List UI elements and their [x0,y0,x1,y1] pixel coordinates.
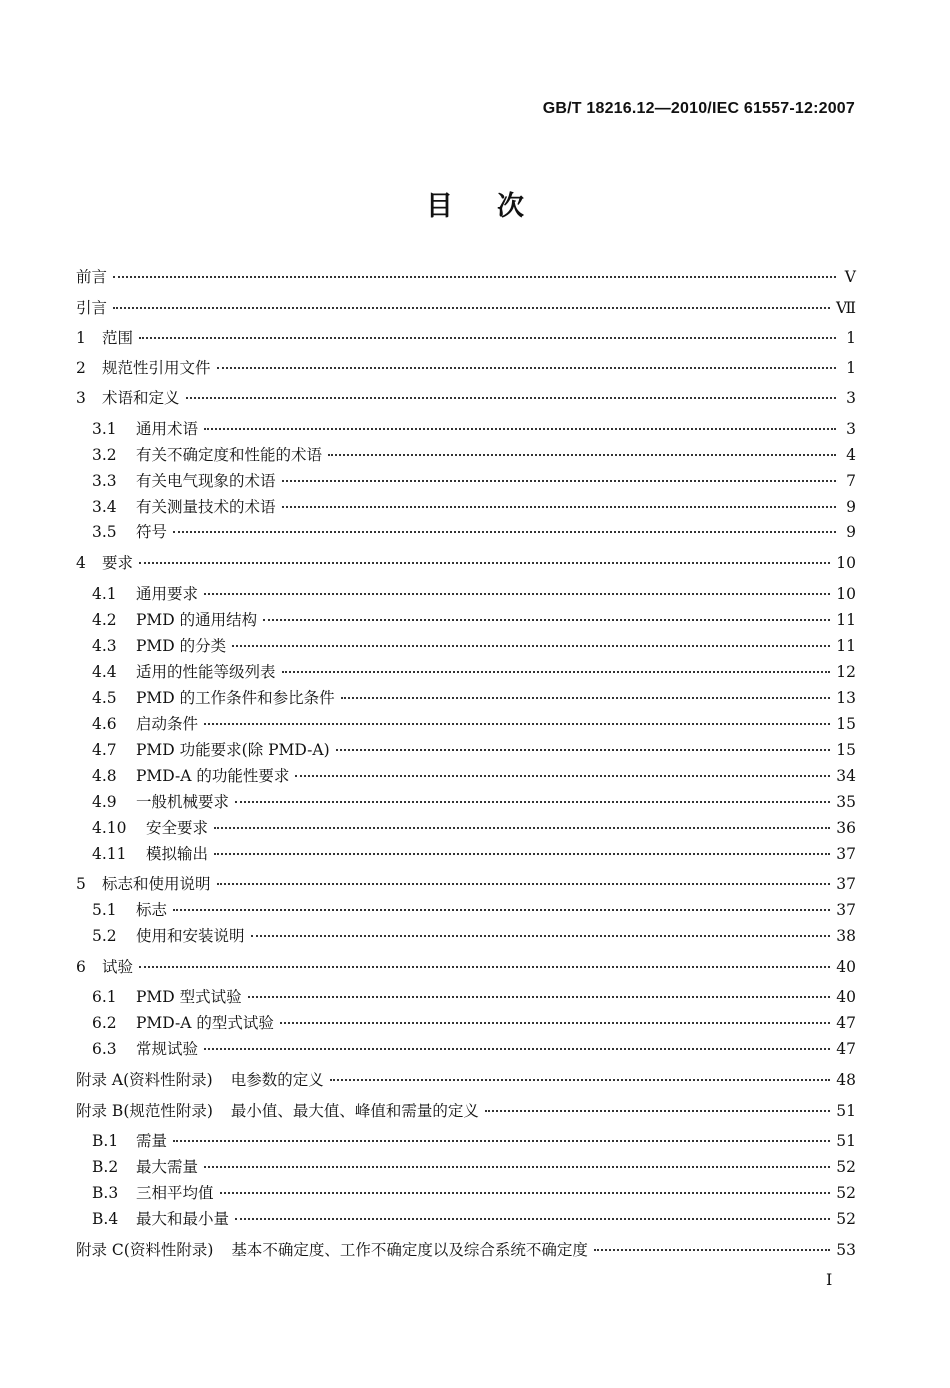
dot-leader [235,1218,830,1220]
dot-leader [330,1079,831,1081]
page-title: 目次 [426,191,568,222]
toc-entry-number: 3.2 [92,446,117,464]
toc-entry-label: 符号 [136,523,168,541]
toc-entry[interactable] [76,686,856,708]
toc-entry-page: 10 [836,585,856,603]
dot-leader [173,1140,830,1142]
toc-entry-page: 1 [846,329,856,347]
dot-leader [139,337,836,339]
toc-entry-number: B.2 [92,1158,119,1176]
dot-leader [214,853,830,855]
dot-leader [217,883,831,885]
toc-entry-number: 5 [76,875,86,893]
dot-leader [139,562,830,564]
toc-entry[interactable] [76,1181,856,1203]
dot-leader [263,619,830,621]
toc-entry[interactable] [76,1037,856,1059]
toc-entry-number: 2 [76,359,86,377]
toc-entry-page: 52 [836,1158,856,1176]
toc-entry-number: 4.10 [92,819,127,837]
toc-entry-number: 4.3 [92,637,117,655]
toc-entry-label: 一般机械要求 [136,793,230,811]
toc-entry-number: 3.1 [92,420,117,438]
toc-entry-number: 5.2 [92,927,117,945]
toc-entry-label: 需量 [136,1132,168,1150]
toc-entry[interactable] [76,816,856,838]
toc-entry-number: 4.6 [92,715,117,733]
dot-leader [204,428,836,430]
toc-entry-label: 通用要求 [136,585,199,603]
toc-entry-number: 3.3 [92,472,117,490]
toc-entry-label: 基本不确定度、工作不确定度以及综合系统不确定度 [231,1241,588,1259]
toc-entry-number: 3 [76,389,86,407]
toc-entry-number: 4.1 [92,585,117,603]
page-folio: I [826,1270,833,1289]
toc-entry-label: 有关不确定度和性能的术语 [136,446,323,464]
dot-leader [204,593,830,595]
toc-entry-label: 引言 [76,299,108,317]
toc-entry-page: 13 [836,689,856,707]
toc-entry-page: 3 [846,420,856,438]
toc-entry-number: 4.4 [92,663,117,681]
toc-entry[interactable] [76,520,856,542]
toc-entry-page: 10 [836,554,856,572]
dot-leader [186,397,836,399]
toc-entry-label: 术语和定义 [102,389,180,407]
toc-entry[interactable] [76,790,856,812]
toc-entry-label: 前言 [76,268,108,286]
toc-entry-page: Ⅶ [835,299,856,317]
toc-entry-page: V [844,268,856,286]
toc-entry-page: 40 [836,988,856,1006]
toc-entry[interactable] [76,469,856,491]
toc-entry-page: 9 [846,523,856,541]
toc-entry-page: 12 [836,663,856,681]
toc-entry[interactable] [76,495,856,517]
toc-entry-number: 附录 A(资料性附录) [76,1071,213,1089]
toc-entry-label: 模拟输出 [146,845,209,863]
toc-entry-label: 最大和最小量 [136,1210,230,1228]
toc-entry[interactable] [76,898,856,920]
toc-entry[interactable] [76,386,856,408]
toc-entry-label: 标志和使用说明 [102,875,211,893]
toc-entry-page: 37 [836,901,856,919]
dot-leader [341,697,831,699]
toc-entry[interactable] [76,326,856,348]
toc-entry-label: 标志 [136,901,168,919]
toc-entry[interactable] [76,582,856,604]
toc-entry[interactable] [76,608,856,630]
dot-leader [485,1110,830,1112]
toc-entry[interactable] [76,924,856,946]
toc-entry[interactable] [76,1011,856,1033]
toc-entry[interactable] [76,1207,856,1229]
toc-entry-page: 7 [846,472,856,490]
toc-entry-page: 40 [836,958,856,976]
toc-entry-label: PMD 型式试验 [136,988,242,1006]
toc-entry-label: PMD 的通用结构 [136,611,258,629]
toc-entry-number: 6.3 [92,1040,117,1058]
toc-entry-label: PMD 功能要求(除 PMD-A) [136,741,330,759]
toc-entry-page: 37 [836,845,856,863]
toc-entry-label: PMD 的分类 [136,637,227,655]
dot-leader [336,749,831,751]
toc-entry[interactable] [76,296,856,318]
toc-entry-label: 试验 [102,958,134,976]
toc-entry-page: 52 [836,1210,856,1228]
dot-leader [139,966,830,968]
toc-entry[interactable] [76,1099,856,1121]
toc-entry-number: 4.11 [92,845,127,863]
dot-leader [232,645,830,647]
dot-leader [204,723,830,725]
toc-entry-number: 3.5 [92,523,117,541]
toc-entry[interactable] [76,842,856,864]
toc-entry-page: 53 [836,1241,856,1259]
toc-entry-label: 最小值、最大值、峰值和需量的定义 [230,1102,479,1120]
toc-entry-page: 3 [846,389,856,407]
toc-entry-number: 4.2 [92,611,117,629]
toc-entry[interactable] [76,872,856,894]
dot-leader [235,801,830,803]
toc-entry[interactable] [76,738,856,760]
toc-entry-label: 有关电气现象的术语 [136,472,276,490]
toc-entry-page: 51 [836,1132,856,1150]
toc-entry-page: 1 [846,359,856,377]
dot-leader [204,1048,830,1050]
toc-entry-number: 附录 C(资料性附录) [76,1241,214,1259]
toc-entry-label: 有关测量技术的术语 [136,498,276,516]
toc-entry-page: 15 [836,715,856,733]
dot-leader [251,935,831,937]
toc-entry-number: 4.9 [92,793,117,811]
toc-entry-label: 要求 [102,554,134,572]
toc-entry-page: 47 [836,1014,856,1032]
toc-entry-number: 4.8 [92,767,117,785]
dot-leader [113,307,830,309]
dot-leader [282,671,831,673]
toc-entry[interactable] [76,551,856,573]
toc-entry-label: 通用术语 [136,420,199,438]
toc-entry[interactable] [76,764,856,786]
toc-entry-page: 11 [836,611,856,629]
toc-entry[interactable] [76,265,856,287]
toc-entry-label: 规范性引用文件 [102,359,211,377]
toc-entry-number: 3.4 [92,498,117,516]
toc-entry-page: 34 [836,767,856,785]
dot-leader [282,506,836,508]
toc-entry[interactable] [76,634,856,656]
toc-entry[interactable] [76,985,856,1007]
toc-entry-label: 三相平均值 [136,1184,214,1202]
toc-entry-number: 附录 B(规范性附录) [76,1102,213,1120]
toc-entry-page: 48 [836,1071,856,1089]
toc-entry[interactable] [76,955,856,977]
dot-leader [282,480,836,482]
dot-leader [173,909,830,911]
toc-entry[interactable] [76,1129,856,1151]
dot-leader [280,1022,830,1024]
toc-entry-label: 使用和安装说明 [136,927,245,945]
toc-entry-label: PMD 的工作条件和参比条件 [136,689,335,707]
dot-leader [248,996,831,998]
toc-entry[interactable] [76,660,856,682]
toc-entry[interactable] [76,1238,856,1260]
toc-entry-number: 6.2 [92,1014,117,1032]
toc-entry-label: PMD-A 的型式试验 [136,1014,274,1032]
toc-entry-page: 38 [836,927,856,945]
dot-leader [173,531,836,533]
dot-leader [113,276,836,278]
toc-entry-number: B.4 [92,1210,119,1228]
toc-entry-label: PMD-A 的功能性要求 [136,767,290,785]
toc-entry-page: 37 [836,875,856,893]
toc-entry-label: 电参数的定义 [230,1071,324,1089]
toc-entry-number: 6.1 [92,988,117,1006]
toc-entry[interactable] [76,443,856,465]
standard-code: GB/T 18216.12—2010/IEC 61557-12:2007 [542,100,855,117]
toc-entry-page: 11 [836,637,856,655]
toc-entry-number: 1 [76,329,86,347]
toc-entry-page: 9 [846,498,856,516]
toc-entry-label: 适用的性能等级列表 [136,663,276,681]
dot-leader [295,775,830,777]
dot-leader [214,827,830,829]
dot-leader [217,367,836,369]
toc-entry-number: 4.7 [92,741,117,759]
toc-entry-label: 范围 [102,329,134,347]
toc-entry-page: 15 [836,741,856,759]
toc-entry-label: 启动条件 [136,715,199,733]
dot-leader [204,1166,830,1168]
toc-entry-number: 4.5 [92,689,117,707]
toc-entry-page: 51 [836,1102,856,1120]
toc-entry[interactable] [76,1155,856,1177]
toc-entry[interactable] [76,417,856,439]
toc-entry-number: B.3 [92,1184,119,1202]
toc-entry-page: 4 [846,446,856,464]
toc-entry-label: 常规试验 [136,1040,199,1058]
toc-entry-number: 5.1 [92,901,117,919]
toc-entry-label: 最大需量 [136,1158,199,1176]
dot-leader [328,454,836,456]
toc-entry-label: 安全要求 [146,819,209,837]
toc-entry-page: 47 [836,1040,856,1058]
toc-entry-number: 4 [76,554,86,572]
toc-entry[interactable] [76,712,856,734]
toc-entry-page: 36 [836,819,856,837]
dot-leader [594,1249,830,1251]
toc-entry[interactable] [76,356,856,378]
toc-entry-page: 35 [836,793,856,811]
toc-entry-number: B.1 [92,1132,119,1150]
toc-entry-page: 52 [836,1184,856,1202]
dot-leader [220,1192,831,1194]
toc-entry-number: 6 [76,958,86,976]
toc-entry[interactable] [76,1068,856,1090]
